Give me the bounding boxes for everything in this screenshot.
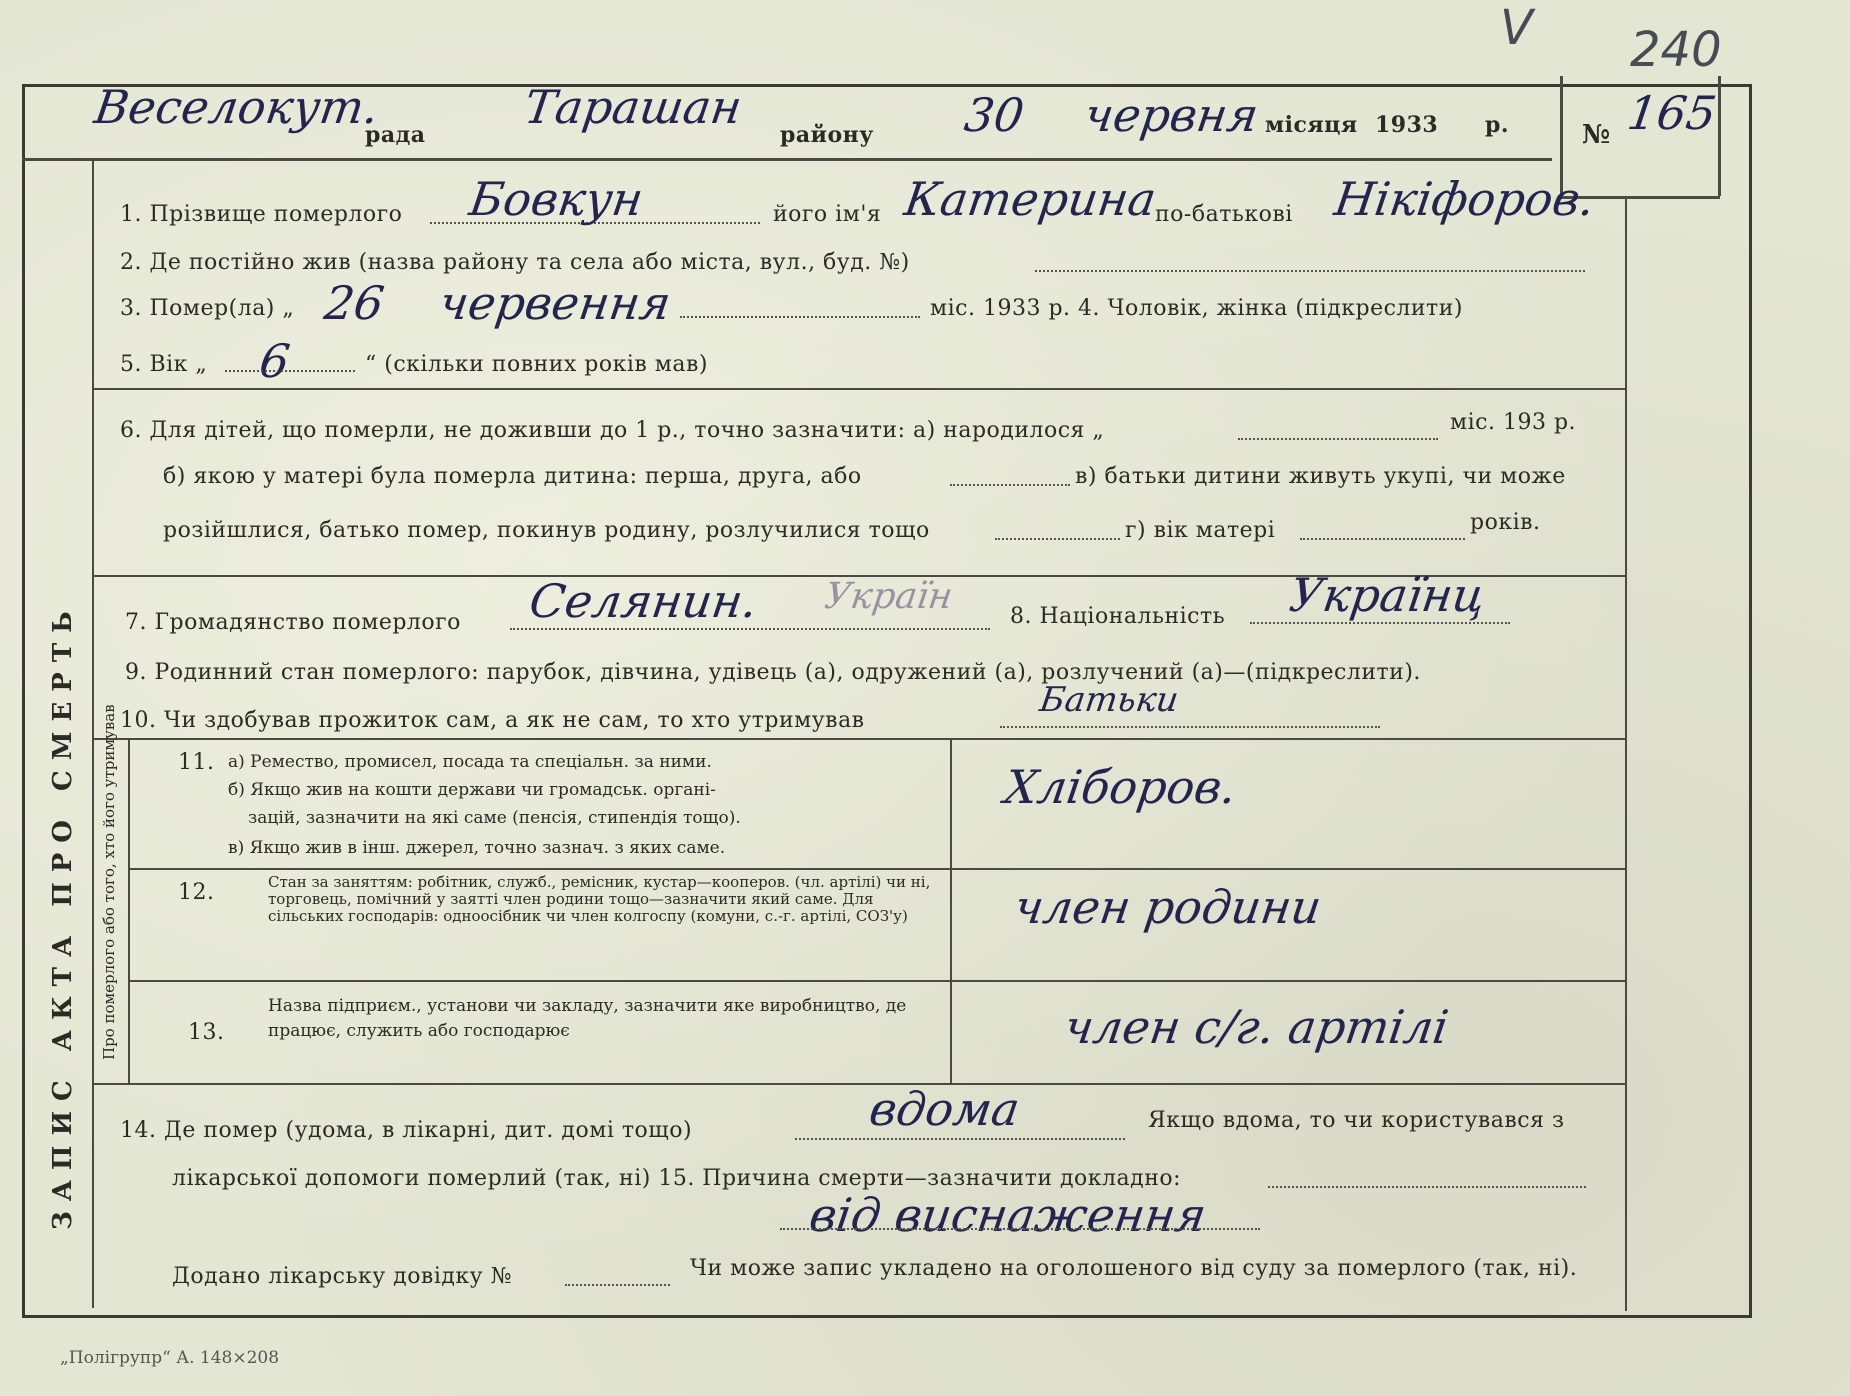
f15-value: від виснаження <box>806 1188 1210 1242</box>
f14-label: 14. Де помер (удома, в лікарні, дит. домі тощо) <box>120 1118 693 1143</box>
f7-line <box>510 628 990 630</box>
f8-value: Українц <box>1286 568 1489 622</box>
f14-value: вдома <box>866 1082 1023 1136</box>
district-label: району <box>780 122 874 148</box>
f6-line3-end: років. <box>1470 510 1541 535</box>
f11-num: 11. <box>178 750 215 775</box>
f14-line <box>795 1138 1125 1140</box>
f6-mother-age-dots <box>1300 538 1465 540</box>
f11-value: Хліборов. <box>1001 760 1240 814</box>
table-row-divider-2 <box>128 980 1625 982</box>
f2-label: 2. Де постійно жив (назва району та села або міста, вул., буд. №) <box>120 250 910 275</box>
f10-value: Батьки <box>1037 680 1182 720</box>
table-side-col-line <box>128 738 130 1083</box>
f6-line2: б) якою у матері була померла дитина: перша, друга, або <box>163 464 862 489</box>
f6-line1-dots <box>1238 438 1438 440</box>
f8-label: 8. Національність <box>1010 604 1226 629</box>
f1-surname: Бовкун <box>466 172 647 226</box>
f9-label: 9. Родинний стан померлого: парубок, дівчина, удівець (а), одружений (а), розлучений (а)—(підкреслити). <box>125 660 1421 685</box>
number-handwritten: 165 <box>1624 86 1720 140</box>
footer-left: Додано лікарську довідку № <box>172 1264 512 1289</box>
f15-line-dots <box>1268 1186 1586 1188</box>
f1-name: Катерина <box>901 172 1160 226</box>
f7-stamp: Україн <box>822 576 956 617</box>
f6-line1-end: міс. 193 р. <box>1450 410 1577 435</box>
header-divider <box>22 158 1552 161</box>
year-printed: 1933 <box>1375 112 1439 138</box>
f11-b2: зацій, зазначити на які саме (пенсія, стипендія тощо). <box>248 808 741 828</box>
f2-line <box>1035 270 1585 272</box>
check-mark: V <box>1500 0 1533 56</box>
f15-line: лікарської допомоги померлий (так, ні) 15. Причина смерти—зазначити докладно: <box>172 1166 1182 1191</box>
f6-line2-dots <box>950 484 1070 486</box>
f12-value: член родини <box>1011 880 1325 934</box>
f6-line3-dots <box>995 538 1120 540</box>
f13-value: член с/г. артілі <box>1061 1000 1452 1054</box>
side-subtitle: Про померлого або того, хто його утримував <box>100 704 118 1060</box>
f6-line3: розійшлися, батько помер, покинув родину, розлучилися тощо <box>163 518 930 543</box>
archive-number: 240 <box>1630 22 1722 78</box>
f5-age: 6 <box>256 334 294 388</box>
side-title: ЗАПИС АКТА ПРО СМЕРТЬ <box>48 601 78 1230</box>
village-handwritten: Веселокут. <box>91 80 383 134</box>
f3-day: 26 <box>321 276 388 330</box>
f1-label: 1. Прізвище померлого <box>120 202 403 227</box>
f3-month: червення <box>436 276 675 330</box>
number-label: № <box>1582 120 1611 150</box>
rada-label: рада <box>365 122 426 148</box>
f5-label: 5. Вік „ <box>120 352 208 377</box>
f3-month-label: міс. 1933 р. 4. Чоловік, жінка (підкреслити) <box>930 296 1463 321</box>
f10-line <box>1000 726 1380 728</box>
footer-left-dots <box>565 1284 670 1286</box>
inner-left-border <box>92 158 94 1308</box>
f1-patronymic-label: по-батькові <box>1155 202 1293 227</box>
f7-label: 7. Громадянство померлого <box>125 610 461 635</box>
f11-b1: б) Якщо жив на кошти держави чи громадськ. органі- <box>228 780 716 800</box>
day-handwritten: 30 <box>961 88 1028 142</box>
f15-value-line <box>780 1228 1260 1230</box>
f14-end: Якщо вдома, то чи користувався з <box>1148 1108 1565 1133</box>
f12-text: Стан за заняттям: робітник, служб., ремісник, кустар—кооперов. (чл. артілі) чи ні, торговець, помічний у заятті член родини тощо—зазначити який саме. Для сільських господарів: одноосібник чи член колгоспу (комуни, с.-г. артілі, СОЗ'у) <box>268 873 931 925</box>
f3-label: 3. Помер(ла) „ <box>120 296 295 321</box>
f13-num: 13. <box>188 1020 225 1045</box>
f3-line <box>680 316 920 318</box>
f7-value: Селянин. <box>526 574 761 628</box>
f5-line <box>225 370 355 372</box>
table-value-col-line <box>950 738 952 1083</box>
f1-name-label: його ім'я <box>773 202 882 227</box>
table-row-divider-1 <box>128 868 1625 870</box>
inner-right-border <box>1625 196 1627 1311</box>
f13-text: Назва підприєм., установи чи закладу, зазначити яке виробництво, де працює, служить або господарює <box>268 996 907 1041</box>
section-divider-3 <box>92 738 1625 740</box>
f6-line2-end: в) батьки дитини живуть укупі, чи може <box>1075 464 1566 489</box>
f1-patronymic: Нікіфоров. <box>1331 172 1599 226</box>
f6-line3-mid: г) вік матері <box>1125 518 1276 543</box>
f11-a: а) Ремество, промисел, посада та спеціальн. за ними. <box>228 752 712 772</box>
f12-num: 12. <box>178 880 215 905</box>
printer-mark: „Полігрупр“ А. 148×208 <box>60 1348 280 1368</box>
year-suffix: р. <box>1485 112 1510 138</box>
f8-line <box>1250 622 1510 624</box>
f11-c: в) Якщо жив в інш. джерел, точно зазнач. з яких саме. <box>228 838 726 858</box>
table-bottom <box>92 1083 1625 1085</box>
section-divider-1 <box>92 388 1625 390</box>
district-handwritten: Тарашан <box>521 80 746 134</box>
footer-right: Чи може запис укладено на оголошеного від суду за померлого (так, ні). <box>690 1256 1578 1281</box>
f6-line1: 6. Для дітей, що померли, не доживши до 1 р., точно зазначити: а) народилося „ <box>120 418 1105 443</box>
month-label: місяця <box>1265 112 1358 138</box>
f5-note: “ (скільки повних років мав) <box>365 352 709 377</box>
f10-label: 10. Чи здобував прожиток сам, а як не сам, то хто утримував <box>120 708 865 733</box>
month-handwritten: червня <box>1081 88 1262 142</box>
